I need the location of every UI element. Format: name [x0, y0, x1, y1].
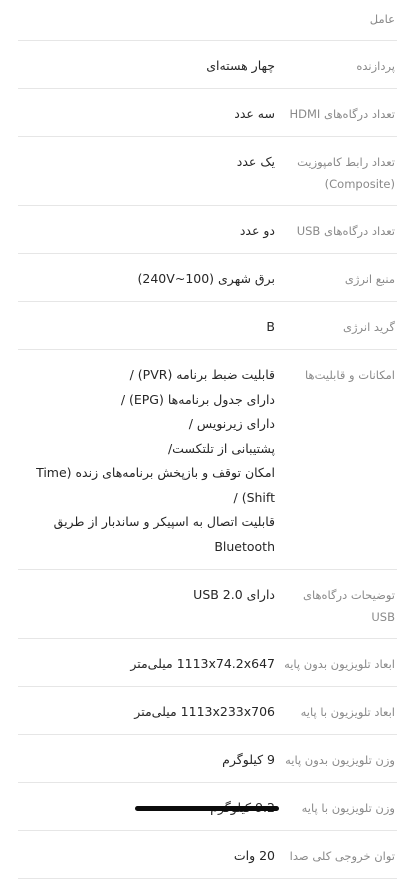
spec-label: توضیحات درگاه‌های USB	[302, 588, 395, 624]
spec-value-line: 20 وات	[233, 848, 275, 863]
spec-label: ابعاد تلویزیون بدون پایه	[284, 657, 395, 671]
spec-label: وزن تلویزیون بدون پایه	[285, 753, 395, 767]
spec-label: تعداد درگاه‌های HDMI	[289, 107, 395, 121]
spec-row	[18, 831, 397, 879]
spec-value-line: B	[266, 319, 275, 334]
spec-value-line: قابلیت ضبط برنامه (PVR) /	[129, 367, 275, 382]
spec-value	[18, 841, 279, 868]
spec-value-line: دو عدد	[239, 223, 275, 238]
spec-value	[18, 51, 279, 78]
spec-value	[18, 649, 279, 676]
spec-label: منبع انرژی	[344, 272, 395, 286]
spec-row	[18, 89, 397, 137]
spec-value	[18, 147, 279, 174]
spec-value-line: Bluetooth	[214, 538, 275, 554]
spec-label: وزن تلویزیون با پایه	[301, 801, 395, 815]
spec-label: پردازنده	[356, 59, 395, 73]
spec-row	[18, 0, 397, 41]
spec-value-line: برق شهری (100~240V)	[137, 271, 275, 286]
spec-value	[18, 312, 279, 339]
spec-row	[18, 137, 397, 206]
spec-label: تعداد درگاه‌های USB	[296, 224, 395, 238]
spec-value-line: چهار هسته‌ای	[206, 58, 275, 73]
spec-value	[18, 99, 279, 126]
spec-value-line: امکان توقف و بازپخش برنامه‌های زنده (Time	[36, 465, 275, 480]
spec-value-line: یک عدد	[236, 154, 275, 169]
spec-row	[18, 570, 397, 639]
spec-value-line: پشتیبانی از تلتکست/	[167, 440, 275, 456]
spec-row	[18, 41, 397, 89]
spec-value-line: 1113x74.2x647 میلی‌متر	[130, 656, 275, 671]
spec-row	[18, 254, 397, 302]
spec-row	[18, 639, 397, 687]
spec-label: ابعاد تلویزیون با پایه	[300, 705, 395, 719]
spec-value	[18, 745, 279, 772]
spec-value	[18, 580, 279, 607]
spec-value-line: 1113x233x706 میلی‌متر	[134, 704, 275, 719]
home-indicator[interactable]	[135, 806, 279, 811]
spec-label: توان خروجی کلی صدا	[289, 849, 395, 863]
spec-value-line: دارای زیرنویس /	[188, 416, 275, 431]
spec-value-line: Shift) /	[233, 489, 275, 505]
spec-value-line: دارای USB 2.0	[193, 587, 275, 602]
spec-row	[18, 302, 397, 350]
spec-row	[18, 687, 397, 735]
spec-value	[18, 216, 279, 243]
spec-value	[18, 697, 279, 724]
spec-value	[18, 264, 279, 291]
spec-row	[18, 350, 397, 570]
spec-value	[18, 4, 279, 7]
spec-label: گرید انرژی	[342, 320, 395, 334]
spec-label: امکانات و قابلیت‌ها	[305, 368, 395, 382]
spec-value	[18, 360, 279, 559]
spec-value-line: قابلیت اتصال به اسپیکر و ساندبار از طریق	[53, 514, 275, 529]
spec-value-line: سه عدد	[234, 106, 275, 121]
spec-label: تعداد رابط کامپوزیت (Composite)	[297, 155, 395, 191]
spec-row	[18, 735, 397, 783]
spec-row	[18, 206, 397, 254]
spec-value-line: دارای جدول برنامه‌ها (EPG) /	[120, 391, 275, 407]
spec-label: عامل	[369, 12, 395, 26]
spec-value-line: 9 کیلوگرم	[222, 752, 275, 767]
